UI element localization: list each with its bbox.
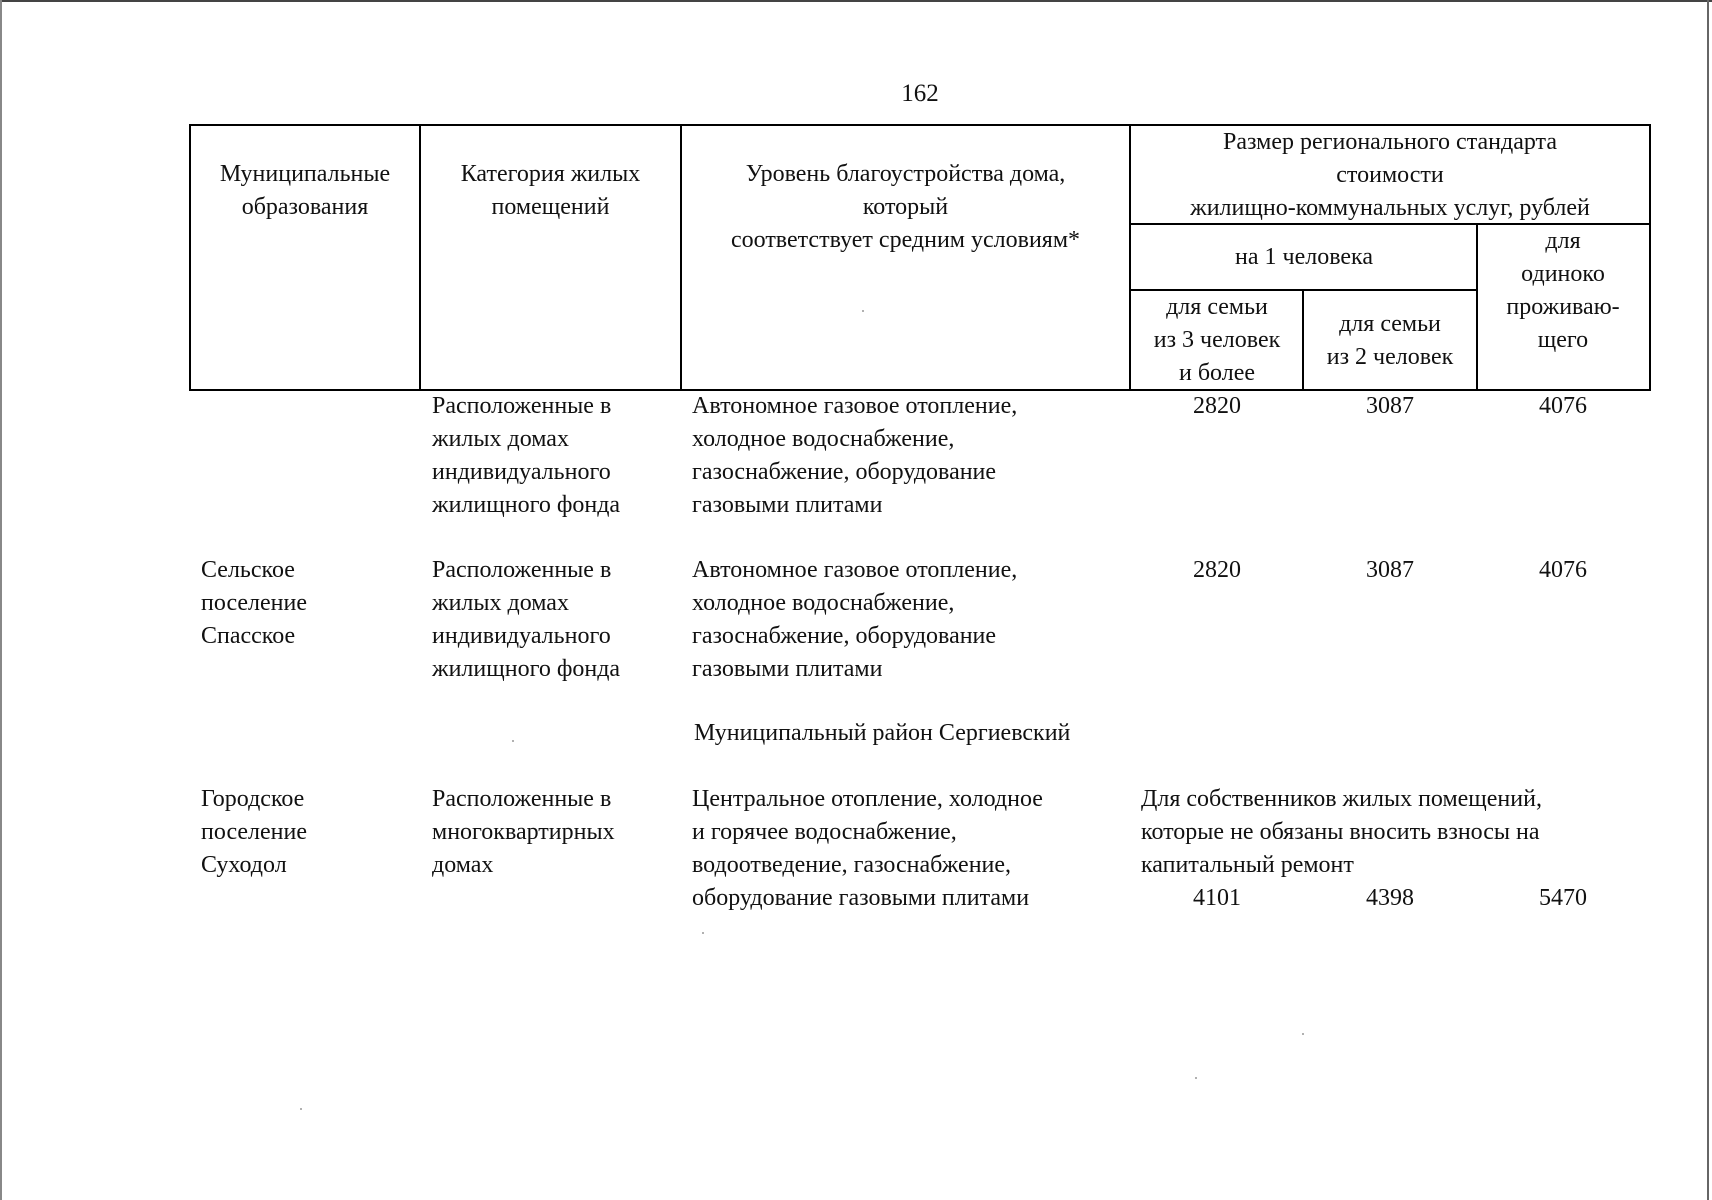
- row-level: Автономное газовое отопление, холодное водоснабжение, газоснабжение, оборудование газовыми плитами: [692, 393, 1018, 518]
- header-level: Уровень благоустройства дома, который соответствует средним условиям*: [730, 161, 1081, 253]
- row-value-family3: 4101: [1193, 885, 1241, 911]
- col-divider-1: [419, 124, 421, 391]
- row-value-family2: 3087: [1366, 557, 1414, 583]
- col-divider-5: [1476, 223, 1478, 391]
- row-municipality: Сельское поселение Спасское: [201, 557, 308, 649]
- header-standard: Размер регионального стандарта стоимости жилищно-коммунальных услуг, рублей: [1190, 129, 1590, 221]
- col-divider-2: [680, 124, 682, 391]
- scan-speck: [1195, 1077, 1197, 1079]
- row-note: Для собственников жилых помещений, которые не обязаны вносить взносы на капитальный ремонт: [1141, 786, 1542, 878]
- row-value-single: 4076: [1539, 557, 1587, 583]
- row-value-family2: 4398: [1366, 885, 1414, 911]
- scan-speck: [300, 1108, 302, 1110]
- row-value-single: 4076: [1539, 393, 1587, 419]
- header-municipality: Муниципальные образования: [219, 161, 391, 220]
- district-heading: Муниципальный район Сергиевский: [694, 720, 1071, 746]
- header-single: для одиноко проживаю- щего: [1506, 228, 1620, 353]
- scan-speck: [862, 310, 864, 312]
- row-value-single: 5470: [1539, 885, 1587, 911]
- header-category: Категория жилых помещений: [460, 161, 641, 220]
- row-level: Автономное газовое отопление, холодное водоснабжение, газоснабжение, оборудование газовыми плитами: [692, 557, 1018, 682]
- row-municipality: Городское поселение Суходол: [201, 786, 308, 878]
- scan-speck: [702, 932, 704, 934]
- scan-edge-left: [0, 0, 2, 1200]
- row-value-family3: 2820: [1193, 557, 1241, 583]
- col-divider-3: [1129, 124, 1131, 391]
- scan-speck: [1302, 1033, 1304, 1035]
- page-number: 162: [901, 80, 939, 107]
- row-value-family2: 3087: [1366, 393, 1414, 419]
- table-border-right: [1649, 124, 1651, 391]
- row-category: Расположенные в жилых домах индивидуального жилищного фонда: [432, 393, 621, 518]
- table-border-left: [189, 124, 191, 391]
- scan-speck: [512, 740, 514, 742]
- header-per-person: на 1 человека: [1235, 244, 1373, 270]
- row-level: Центральное отопление, холодное и горячее водоснабжение, водоотведение, газоснабжение, оборудование газовыми плитами: [692, 786, 1043, 911]
- header-family2: для семьи из 2 человек: [1326, 311, 1454, 370]
- row-category: Расположенные в многоквартирных домах: [432, 786, 615, 878]
- header-family3: для семьи из 3 человек и более: [1153, 294, 1281, 386]
- scan-edge-right: [1707, 0, 1709, 1200]
- col-divider-4: [1302, 289, 1304, 391]
- row-category: Расположенные в жилых домах индивидуального жилищного фонда: [432, 557, 621, 682]
- scan-edge-top: [0, 0, 1712, 2]
- row-value-family3: 2820: [1193, 393, 1241, 419]
